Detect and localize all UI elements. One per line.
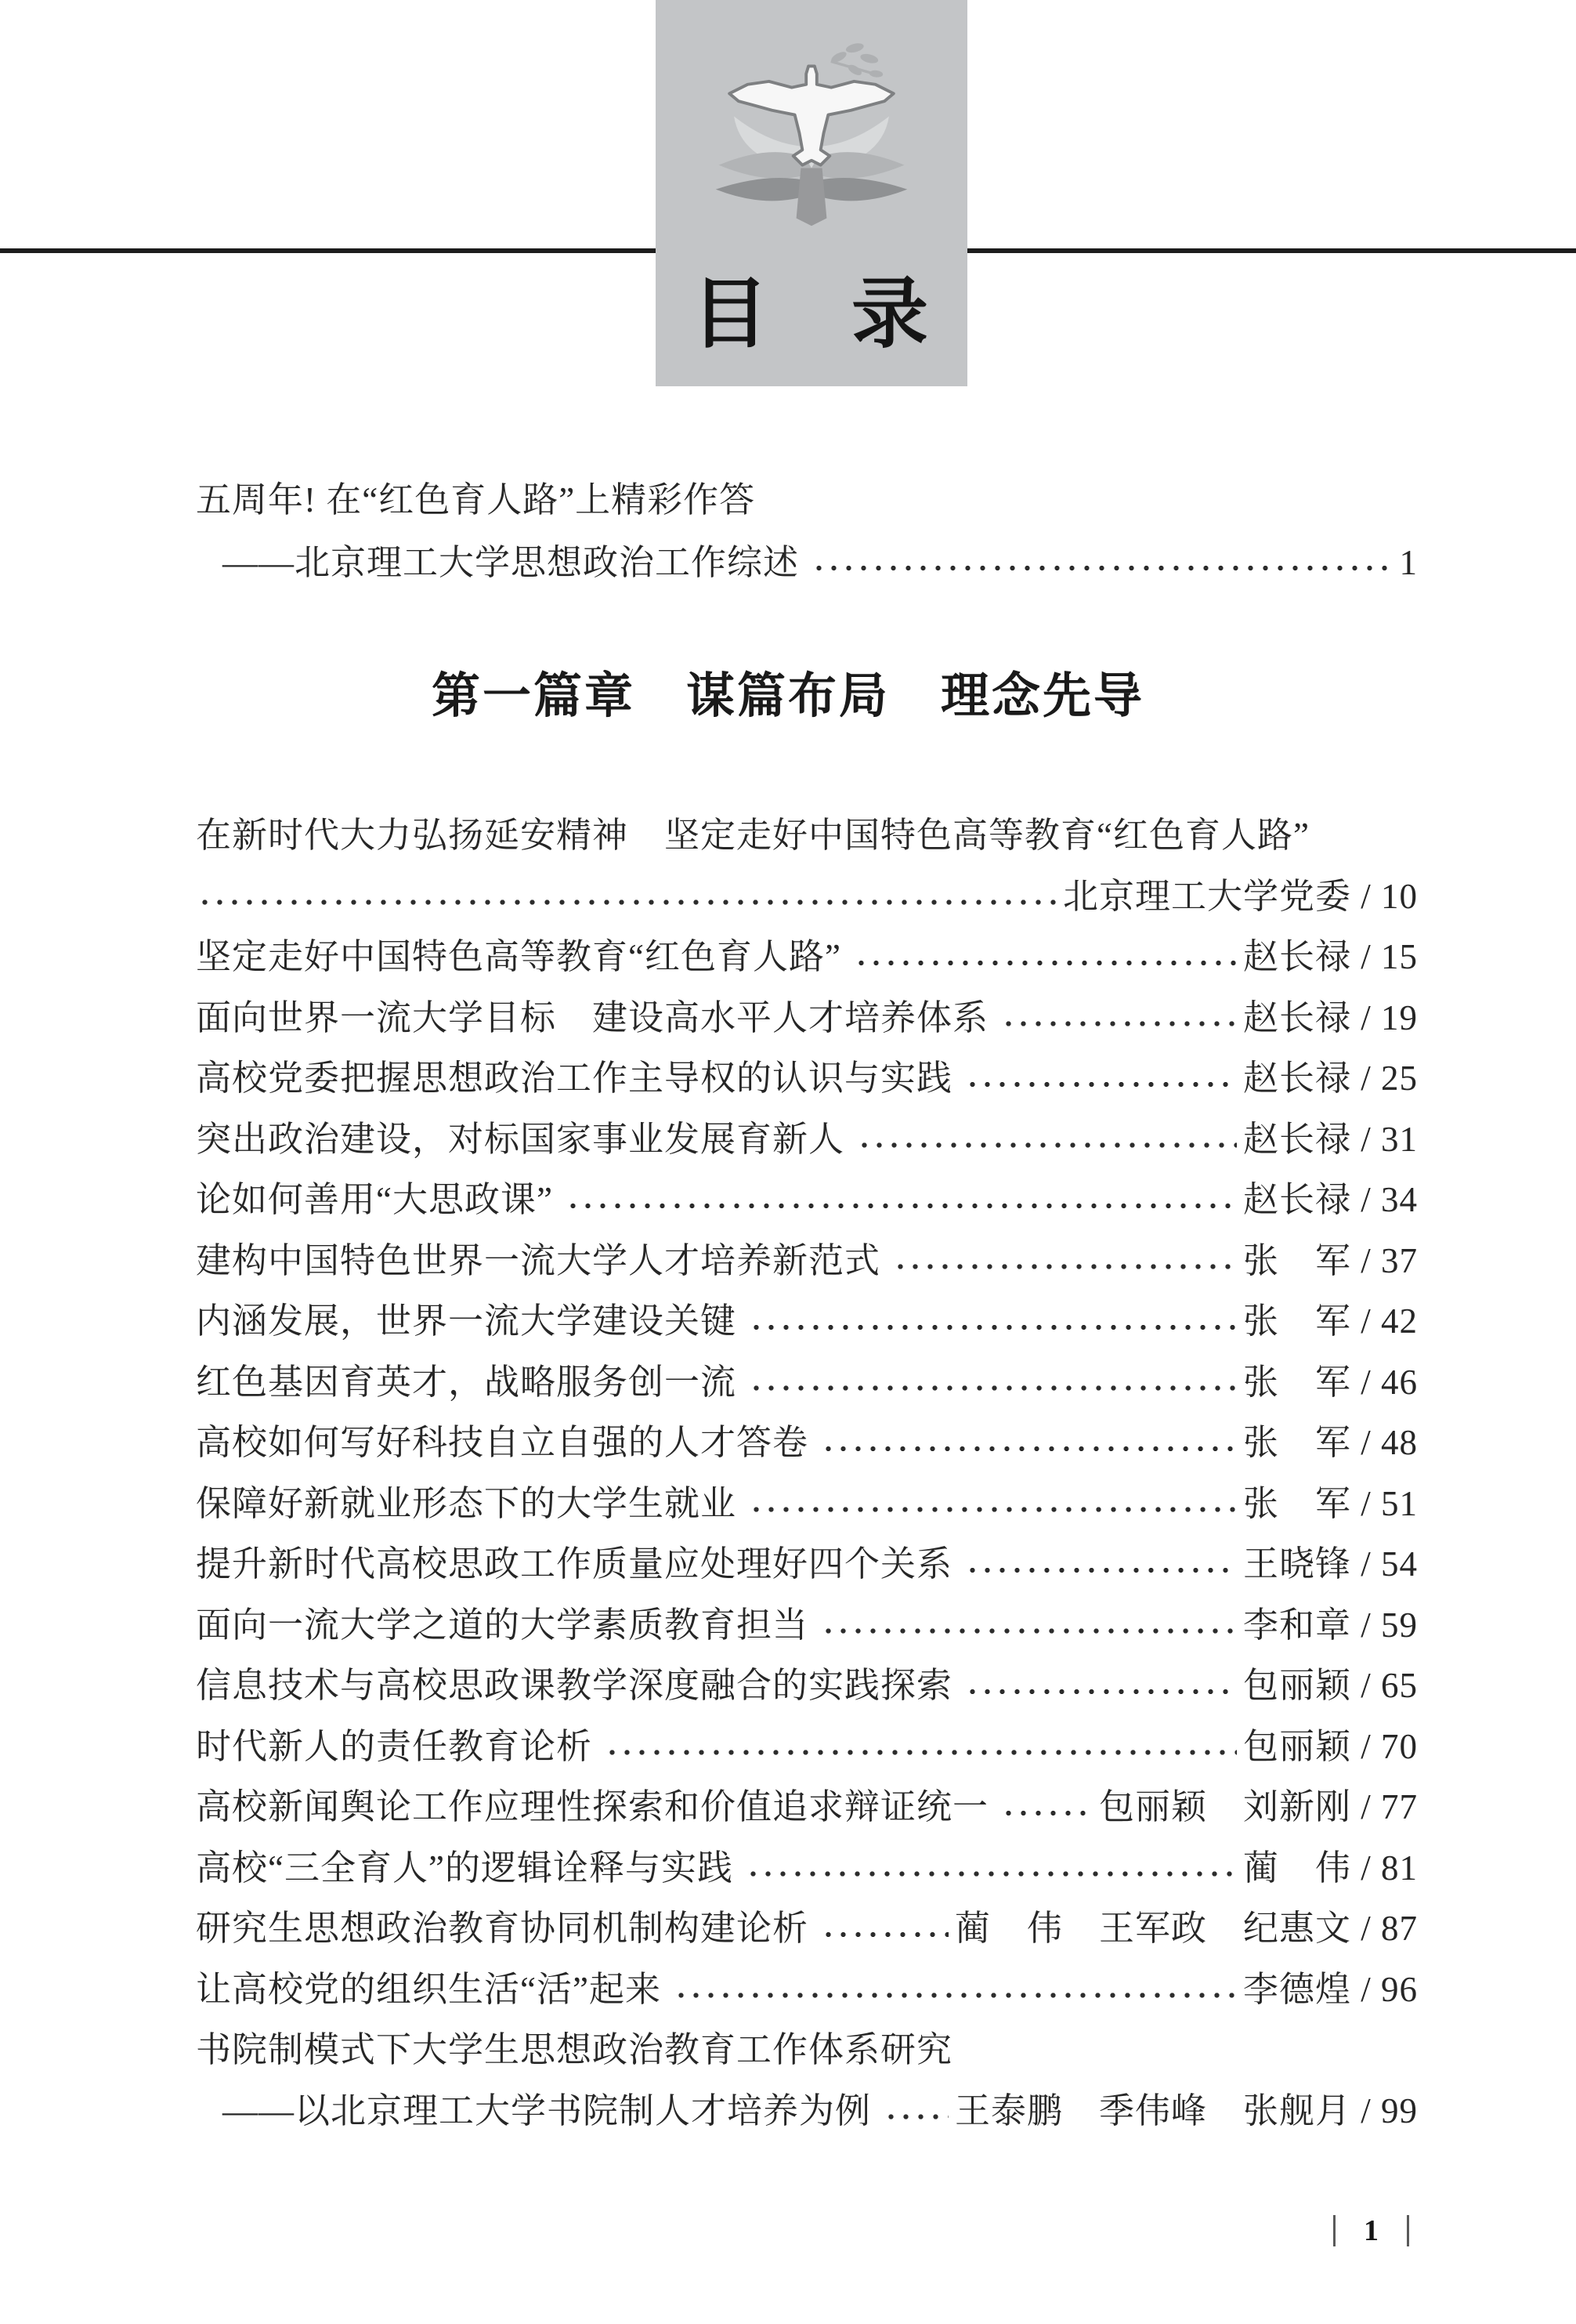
dot-leader — [891, 1231, 1237, 1292]
toc-entry — [196, 1474, 1418, 1535]
entry-title: 高校如何写好科技自立自强的人才答卷 — [196, 1423, 809, 1463]
dot-leader — [999, 988, 1237, 1049]
entry-author-page: 王晓锋 / 54 — [1242, 1544, 1418, 1584]
entry-author-page: 王泰鹏 季伟峰 张舰月 / 99 — [954, 2091, 1418, 2130]
dot-leader — [564, 1170, 1237, 1231]
entry-author-page: 蔺 伟 / 81 — [1242, 1848, 1418, 1888]
footer-bar-left — [1333, 2215, 1336, 2246]
toc-entry — [196, 988, 1418, 1049]
entry-author-page: 赵长禄 / 34 — [1242, 1180, 1418, 1220]
entry-title: 书院制模式下大学生思想政治教育工作体系研究 — [196, 2030, 953, 2070]
toc-entry — [196, 1231, 1418, 1292]
entry-author-page: 张 军 / 51 — [1242, 1483, 1418, 1523]
entry-title: 时代新人的责任教育论析 — [196, 1726, 593, 1766]
front-entries — [196, 469, 1418, 594]
entry-author-page: 包丽颖 刘新刚 / 77 — [1098, 1787, 1418, 1827]
entry-title: 论如何善用“大思政课” — [196, 1180, 553, 1220]
dot-leader — [882, 2081, 949, 2142]
entry-title: 建构中国特色世界一流大学人才培养新范式 — [196, 1240, 881, 1280]
toc-entry — [196, 2081, 1418, 2142]
entry-title: ——以北京理工大学书院制人才培养为例 — [222, 2091, 872, 2130]
toc-entry — [196, 1899, 1418, 1960]
dot-leader — [963, 1048, 1237, 1110]
footer-page-number: 1 — [1364, 2214, 1379, 2247]
toc-entry — [196, 1960, 1418, 2021]
entry-author-page: 蔺 伟 王军政 纪惠文 / 87 — [954, 1909, 1418, 1949]
dot-leader — [744, 1838, 1237, 1899]
dot-leader — [819, 1595, 1237, 1656]
dot-leader — [852, 927, 1237, 988]
olive-branch-icon — [830, 42, 883, 78]
entry-title: 提升新时代高校思政工作质量应处理好四个关系 — [196, 1544, 953, 1584]
toc-entry — [196, 2020, 1418, 2081]
entry-author-page: 1 — [1399, 542, 1418, 582]
entry-author-page: 赵长禄 / 15 — [1242, 937, 1418, 977]
entry-title: 信息技术与高校思政课教学深度融合的实践探索 — [196, 1666, 953, 1706]
entry-title: 面向一流大学之道的大学素质教育担当 — [196, 1605, 809, 1645]
toc-entry — [196, 1656, 1418, 1717]
entry-author-page: 赵长禄 / 31 — [1242, 1119, 1418, 1159]
toc-entry — [196, 1291, 1418, 1352]
dot-leader — [819, 1899, 949, 1960]
dot-leader — [999, 1777, 1093, 1838]
entry-author-page: 赵长禄 / 19 — [1242, 997, 1418, 1037]
toc-entry — [196, 1352, 1418, 1414]
entry-title: 红色基因育英才，战略服务创一流 — [196, 1362, 737, 1402]
dot-leader — [963, 1534, 1237, 1595]
entry-author-page: 张 军 / 46 — [1242, 1362, 1418, 1402]
dot-leader — [196, 867, 1057, 928]
dove-olive-branch-logo — [702, 27, 921, 232]
entry-title: 在新时代大力弘扬延安精神 坚定走好中国特色高等教育“红色育人路” — [196, 816, 1310, 856]
toc-entry — [196, 469, 1418, 531]
entry-author-page: 包丽颖 / 65 — [1242, 1666, 1418, 1706]
entry-author-page: 张 军 / 42 — [1242, 1301, 1418, 1341]
dot-leader — [810, 531, 1393, 594]
dot-leader — [819, 1413, 1237, 1474]
entry-title: 让高校党的组织生活“活”起来 — [196, 1969, 661, 2009]
page-footer — [1333, 2213, 1409, 2249]
entry-title: 突出政治建设，对标国家事业发展育新人 — [196, 1119, 845, 1159]
dot-leader — [963, 1656, 1237, 1717]
entry-title: 保障好新就业形态下的大学生就业 — [196, 1483, 737, 1523]
entry-title: 五周年! 在“红色育人路”上精彩作答 — [196, 480, 756, 519]
toc-entry — [196, 1413, 1418, 1474]
dot-leader — [747, 1291, 1237, 1352]
toc-entry — [196, 1717, 1418, 1778]
dot-leader — [672, 1960, 1237, 2021]
toc-entry — [196, 927, 1418, 988]
entry-title: 高校新闻舆论工作应理性探索和价值追求辩证统一 — [196, 1787, 989, 1827]
toc-entry — [196, 867, 1418, 928]
toc-entry — [196, 1777, 1418, 1838]
entry-title: 坚定走好中国特色高等教育“红色育人路” — [196, 937, 841, 977]
toc-entry — [196, 805, 1418, 867]
entry-author-page: 赵长禄 / 25 — [1242, 1059, 1418, 1099]
entry-title: 研究生思想政治教育协同机制构建论析 — [196, 1909, 809, 1949]
toc-list — [196, 805, 1418, 2141]
entry-author-page: 张 军 / 48 — [1242, 1423, 1418, 1463]
toc-entry — [196, 1595, 1418, 1656]
toc-entry — [196, 1838, 1418, 1899]
entry-author-page: 李德煌 / 96 — [1242, 1969, 1418, 2009]
dot-leader — [747, 1474, 1237, 1535]
entry-author-page: 张 军 / 37 — [1242, 1240, 1418, 1280]
dot-leader — [855, 1110, 1237, 1171]
entry-title: 面向世界一流大学目标 建设高水平人才培养体系 — [196, 997, 989, 1037]
toc-entry — [196, 1048, 1418, 1110]
entry-author-page: 李和章 / 59 — [1242, 1605, 1418, 1645]
header-box — [656, 0, 967, 386]
dot-leader — [603, 1717, 1237, 1778]
entry-author-page: 包丽颖 / 70 — [1242, 1726, 1418, 1766]
footer-bar-right — [1407, 2215, 1409, 2246]
entry-author-page: 北京理工大学党委 / 10 — [1062, 876, 1418, 916]
entry-title: 高校党委把握思想政治工作主导权的认识与实践 — [196, 1059, 953, 1099]
page-title: 目 录 — [691, 273, 931, 357]
toc-entry — [196, 1170, 1418, 1231]
toc-entry — [196, 1534, 1418, 1595]
chapter-heading: 第一篇章 谋篇布局 理念先导 — [431, 670, 1144, 723]
toc-entry — [196, 531, 1418, 594]
toc-entry — [196, 1110, 1418, 1171]
entry-title: 高校“三全育人”的逻辑诠释与实践 — [196, 1848, 733, 1888]
entry-title: ——北京理工大学思想政治工作综述 — [222, 542, 800, 582]
dot-leader — [747, 1352, 1237, 1414]
entry-title: 内涵发展，世界一流大学建设关键 — [196, 1301, 737, 1341]
